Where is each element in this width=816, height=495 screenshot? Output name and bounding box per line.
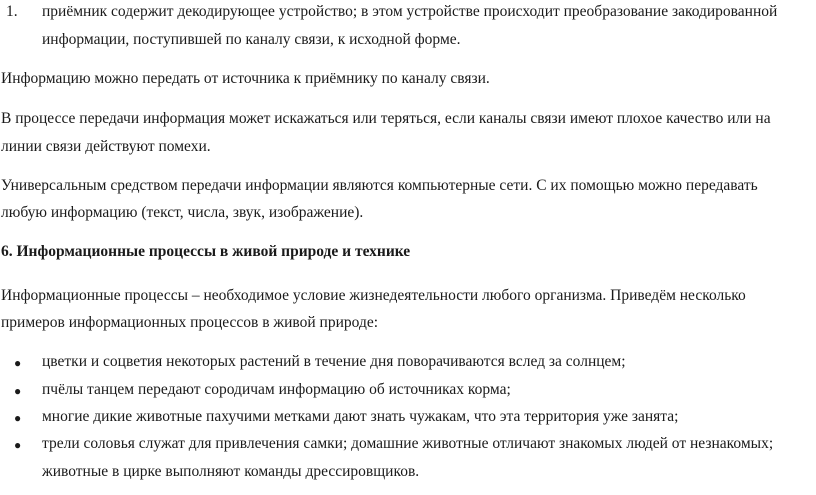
numbered-item-line-2: информации, поступившей по каналу связи, к исходной форме. <box>42 31 461 48</box>
bullet-item-4-line-1: трели соловья служат для привлечения самки; домашние животные отличают знакомых людей от незнакомых; <box>42 435 774 452</box>
bullet-icon: ● <box>14 411 22 425</box>
bullet-item-4-line-2: животные в цирке выполняют команды дрессировщиков. <box>42 463 420 480</box>
paragraph-1-line-1: Информацию можно передать от источника к приёмнику по каналу связи. <box>1 70 490 87</box>
bullet-item-1-line-1: цветки и соцветия некоторых растений в течение дня поворачиваются вслед за солнцем; <box>42 353 626 370</box>
paragraph-2-line-1: В процессе передачи информация может искажаться или теряться, если каналы связи имеют плохое качество или на <box>1 110 771 127</box>
bullet-icon: ● <box>14 356 22 370</box>
paragraph-3-line-2: любую информацию (текст, числа, звук, изображение). <box>1 204 364 221</box>
list-number: 1. <box>6 3 18 20</box>
numbered-item-line-1: приёмник содержит декодирующее устройство; в этом устройстве происходит преобразование закодированной <box>42 3 778 20</box>
paragraph-2-line-2: линии связи действуют помехи. <box>1 138 211 155</box>
bullet-item-3-line-1: многие дикие животные пахучими метками дают знать чужакам, что эта территория уже занята; <box>42 408 679 425</box>
bullet-icon: ● <box>14 384 22 398</box>
section-heading: 6. Информационные процессы в живой природе и технике <box>1 243 411 260</box>
intro-line-2: примеров информационных процессов в живой природе: <box>1 314 379 331</box>
bullet-icon: ● <box>14 438 22 452</box>
intro-line-1: Информационные процессы – необходимое условие жизнедеятельности любого организма. Приведём несколько <box>1 287 746 304</box>
paragraph-3-line-1: Универсальным средством передачи информации являются компьютерные сети. С их помощью можно передавать <box>1 177 758 194</box>
bullet-item-2-line-1: пчёлы танцем передают сородичам информацию об источниках корма; <box>42 381 511 398</box>
